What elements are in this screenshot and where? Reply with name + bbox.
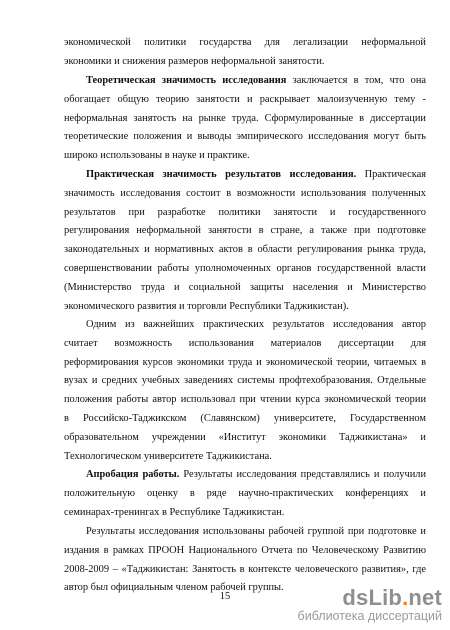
text-line: Технологическом университете Таджикистана. — [64, 450, 272, 462]
dslib-logo — [298, 587, 442, 609]
text-line: законодательных и нормативных актов в области регулирования рынка труда, — [64, 244, 426, 256]
text-line: экономического развития и торговли Республики Таджикистан). — [64, 300, 349, 312]
text-line: обогащает общую теорию занятости и раскрывает малоизученную тему - — [64, 93, 426, 105]
page-number: 15 — [219, 591, 231, 602]
paragraph-theoretical-significance — [64, 72, 426, 166]
text-line: теоретические положения и выводы эмпирического исследования могут быть — [64, 131, 426, 143]
text-line: значимость исследования состоит в возможности использования полученных — [64, 187, 426, 199]
paragraph-practical-results — [64, 316, 426, 466]
text-line: Одним из важнейших практических результатов исследования автор — [86, 319, 426, 330]
text-line: (Министерство труда и социальной защиты населения и Министерство — [64, 281, 426, 293]
text-line: экономической политики государства для легализации неформальной — [64, 37, 426, 48]
text-line: экономики и снижения размеров неформальной занятости. — [64, 55, 325, 67]
text-line — [64, 166, 426, 185]
text-line: положительную оценку в ряде научно-практических конференциях и — [64, 487, 426, 499]
text-line: вузах и средних учебных заведениях системы профтехобразования. Отдельные — [64, 375, 426, 387]
text-line: автор был официальным членом рабочей группы. — [64, 582, 284, 594]
text-line: считает возможность использования материалов диссертации для — [64, 337, 426, 349]
paragraph-policy-end — [64, 34, 426, 72]
text-line: положения работы автор использовал при чтении курса экономической теории — [64, 394, 426, 406]
heading-practical-significance: Практическая значимость результатов исследования. — [86, 169, 357, 180]
paragraph-practical-significance — [64, 166, 426, 316]
text-line: регулирования неформальной занятости в стране, а также при подготовке — [64, 225, 426, 237]
text-line: реформирования курсов экономики труда и экономической теории, читаемых в — [64, 356, 426, 368]
logo-text-left: dsLib — [342, 585, 403, 610]
text-line: в Российско-Таджикском (Славянском) университете, Государственном — [64, 412, 426, 424]
text-line: издания в рамках ПРООН Национального Отчета по Человеческому Развитию — [64, 544, 426, 556]
text-line: образовательном учреждении «Институт экономики Таджикистана» и — [64, 431, 426, 443]
line-text: заключается в том, что она — [286, 75, 426, 86]
logo-text-right: net — [408, 585, 442, 610]
paragraph-approbation — [64, 466, 426, 522]
text-line — [64, 466, 426, 485]
line-text: Результаты исследования представлялись и получили — [179, 469, 426, 480]
text-line: неформальная занятость на рынке труда. Сформулированные в диссертации — [64, 112, 426, 124]
text-line: 2008-2009 – «Таджикистан: Занятость в контексте человеческого развития», где — [64, 563, 426, 575]
heading-theoretical-significance: Теоретическая значимость исследования — [86, 75, 287, 86]
text-line: результатов при разработке политики занятости и государственного — [64, 206, 426, 218]
heading-approbation: Апробация работы. — [86, 469, 180, 480]
text-line: Результаты исследования использованы рабочей группой при подготовке и — [86, 526, 426, 537]
text-line — [64, 72, 426, 91]
logo-dot: . — [402, 585, 409, 610]
text-line: семинарах-тренингах в Республике Таджикистан. — [64, 506, 285, 518]
text-line: совершенствовании работы уполномоченных органов государственной власти — [64, 262, 426, 274]
watermark-subtitle: библиотека диссертаций — [297, 609, 442, 623]
line-text: Практическая — [356, 169, 426, 180]
dslib-watermark[interactable] — [298, 587, 442, 624]
text-line: широко использованы в науке и практике. — [64, 150, 250, 162]
